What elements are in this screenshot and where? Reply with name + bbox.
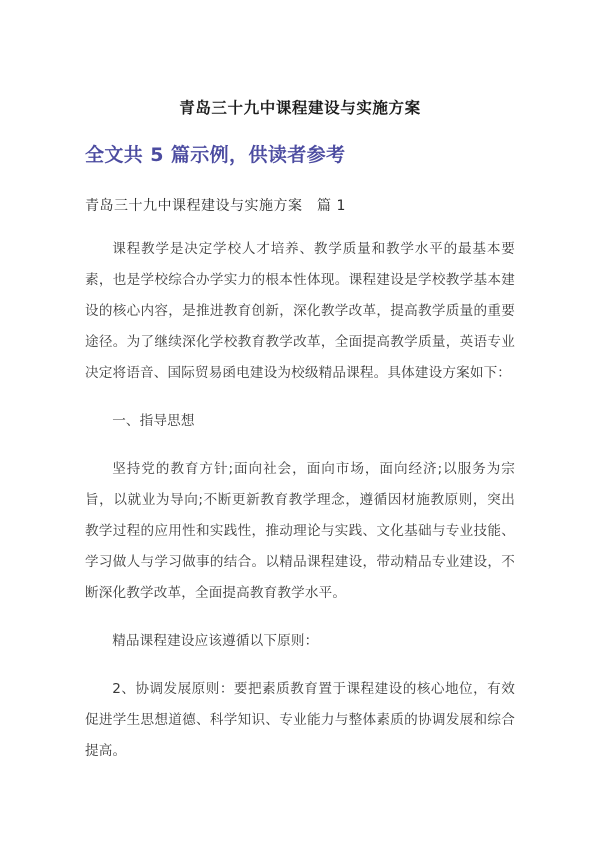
paragraph-principle-2: 2、协调发展原则：要把素质教育置于课程建设的核心地位，有效促进学生思想道德、科学知识、专业能力与整体素质的协调发展和综合提高。	[85, 681, 515, 759]
paragraph-principles-lead: 精品课程建设应该遵循以下原则：	[112, 633, 319, 649]
paragraph-intro: 课程教学是决定学校人才培养、教学质量和教学水平的最基本要素，也是学校综合办学实力的根本性体现。课程建设是学校教学基本建设的核心内容，是推进教育创新，深化教学改革，提高教学质量的重要途径。为了继续深化学校教育教学改革，全面提高教学质量，英语专业决定将语音、国际贸易函电建设为校级精品课程。具体建设方案如下：	[85, 241, 515, 381]
section-heading: 青岛三十九中课程建设与实施方案 篇 1	[85, 198, 346, 214]
document-title: 青岛三十九中课程建设与实施方案	[179, 99, 421, 117]
paragraph-section-one-heading: 一、指导思想	[112, 413, 195, 429]
paragraph-guiding-ideology: 坚持党的教育方针;面向社会，面向市场，面向经济;以服务为宗旨，以就业为导向;不断更新教育教学理念，遵循因材施教原则，突出教学过程的应用性和实践性，推动理论与实践、文化基础与专业技能、学习做人与学习做事的结合。以精品课程建设，带动精品专业建设，不断深化教学改革，全面提高教育教学水平。	[85, 461, 515, 601]
document-subtitle: 全文共 5 篇示例，供读者参考	[85, 144, 346, 166]
